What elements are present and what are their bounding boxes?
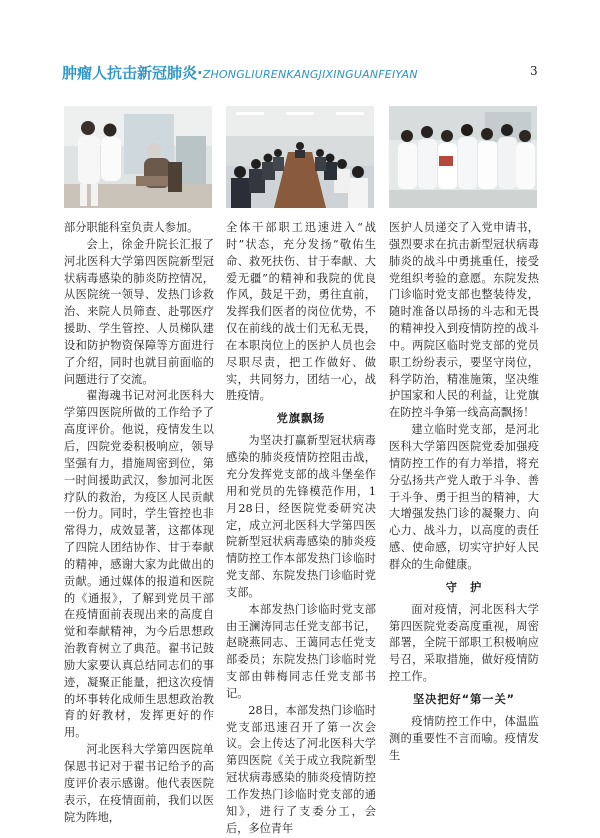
paragraph: 医护人员递交了入党申请书，强烈要求在抗击新型冠状病毒肺炎的战斗中勇挑重任，接受党组织考验的意愿。东院发热门诊临时党支部也整装待发，随时准备以昂扬的斗志和无畏的精神投入到疫情防控的战斗中。两院区临时党支部的党员职工纷纷表示，要坚守岗位，科学防治，精准施策，坚决维护国家和人民的利益，让党旗在防控斗争第一线高高飘扬！ xyxy=(389,221,539,420)
photo-meeting-room xyxy=(226,106,374,208)
header-title xyxy=(62,62,418,83)
paragraph: 河北医科大学第四医院单保恩书记对于翟书记给予的高度评价表示感谢。他代表医院表示，在疫情面前，我们以医院为阵地， xyxy=(64,743,214,824)
header-title-cn: 肿瘤人抗击新冠肺炎· xyxy=(62,64,203,82)
paragraph: 为坚决打赢新型冠状病毒感染的肺炎疫情防控阻击战，充分发挥党支部的战斗堡垒作用和党员的先锋模范作用，1月28日，经医院党委研究决定，成立河北医科大学第四医院新型冠状病毒感染的肺炎疫情防控工作本部发热门诊临时党支部、东院发热门诊临时党支部。 xyxy=(226,434,376,599)
photo-elderly-care xyxy=(64,106,212,208)
paragraph: 翟海魂书记对河北医科大学第四医院所做的工作给予了高度评价。他说，疫情发生以后，四院党委积极响应，领导坚强有力，措施周密到位，第一时间援助武汉，参加河北医疗队的救治，为疫区人民贡献一份力。同时，学生管控也非常得力，成效显著，这都体现了四院人团结协作、甘于奉献的精神，感谢大家为此做出的贡献。通过媒体的报道和医院的《通报》，了解到党员干部在疫情面前表现出来的高度自觉和奉献精神，为今后思想政治教育树立了典范。翟书记鼓励大家要认真总结同志们的事迹，凝聚正能量，把这次疫情的坏事转化成师生思想政治教育的好教材，发挥更好的作用。 xyxy=(64,389,214,740)
header-title-en: ZHONGLIURENKANGJIXINGUANFEIYAN xyxy=(202,68,418,81)
paragraph: 本部发热门诊临时党支部由王澜涛同志任党支部书记，赵晓燕同志、王蔼同志任党支部委员；东院发热门诊临时党支部由韩梅同志任党支部书记。 xyxy=(226,602,376,700)
paragraph: 疫情防控工作中，体温监测的重要性不言而喻。疫情发生 xyxy=(389,714,539,762)
paragraph: 建立临时党支部，是河北医科大学第四医院党委加强疫情防控工作的有力举措，将充分弘扬共产党人敢于斗争、善于斗争、勇于担当的精神，大大增强发热门诊的凝聚力、向心力、战斗力，以高度的责任感、使命感，切实守护好人民群众的生命健康。 xyxy=(389,423,539,571)
text-column-2 xyxy=(226,220,376,838)
page-number: 3 xyxy=(530,64,538,78)
paragraph: 部分职能科室负责人参加。 xyxy=(64,221,199,234)
paragraph: 会上，徐金升院长汇报了河北医科大学第四医院新型冠状病毒感染的肺炎防控情况，从医院统一领导、发热门诊救治、来院人员筛查、赴鄂医疗援助、学生管控、人员梯队建设和防护物资保障等方面进行了介绍，同时也就目前面临的问题进行了交流。 xyxy=(64,237,214,386)
paragraph: 面对疫情，河北医科大学第四医院党委高度重视，周密部署，全院干部职工积极响应号召，采取措施，做好疫情防控工作。 xyxy=(389,602,539,684)
paragraph: 28日，本部发热门诊临时党支部迅速召开了第一次会议。会上传达了河北医科大学第四医院《关于成立我院新型冠状病毒感染的肺炎疫情防控工作发热门诊临时党支部的通知》，进行了支委分工，会后，多位青年 xyxy=(226,703,376,835)
paragraph: 全体干部职工迅速进入“战时”状态，充分发扬“敬佑生命、救死扶伤、甘于奉献、大爱无疆”的精神和我院的优良作风，鼓足干劲，勇往直前，发挥我们医者的岗位优势，不仅在前线的战士们无私无畏，在本职岗位上的医护人员也会尽职尽责，把工作做好、做实，共同努力，团结一心，战胜疫情。 xyxy=(226,221,376,403)
text-column-1 xyxy=(64,220,214,826)
section-heading: 党旗飘扬 xyxy=(276,412,326,426)
photo-medical-staff xyxy=(389,106,537,208)
section-heading: 坚决把好“第一关” xyxy=(412,692,516,706)
section-heading: 守 护 xyxy=(445,580,483,594)
text-column-3 xyxy=(389,220,539,764)
